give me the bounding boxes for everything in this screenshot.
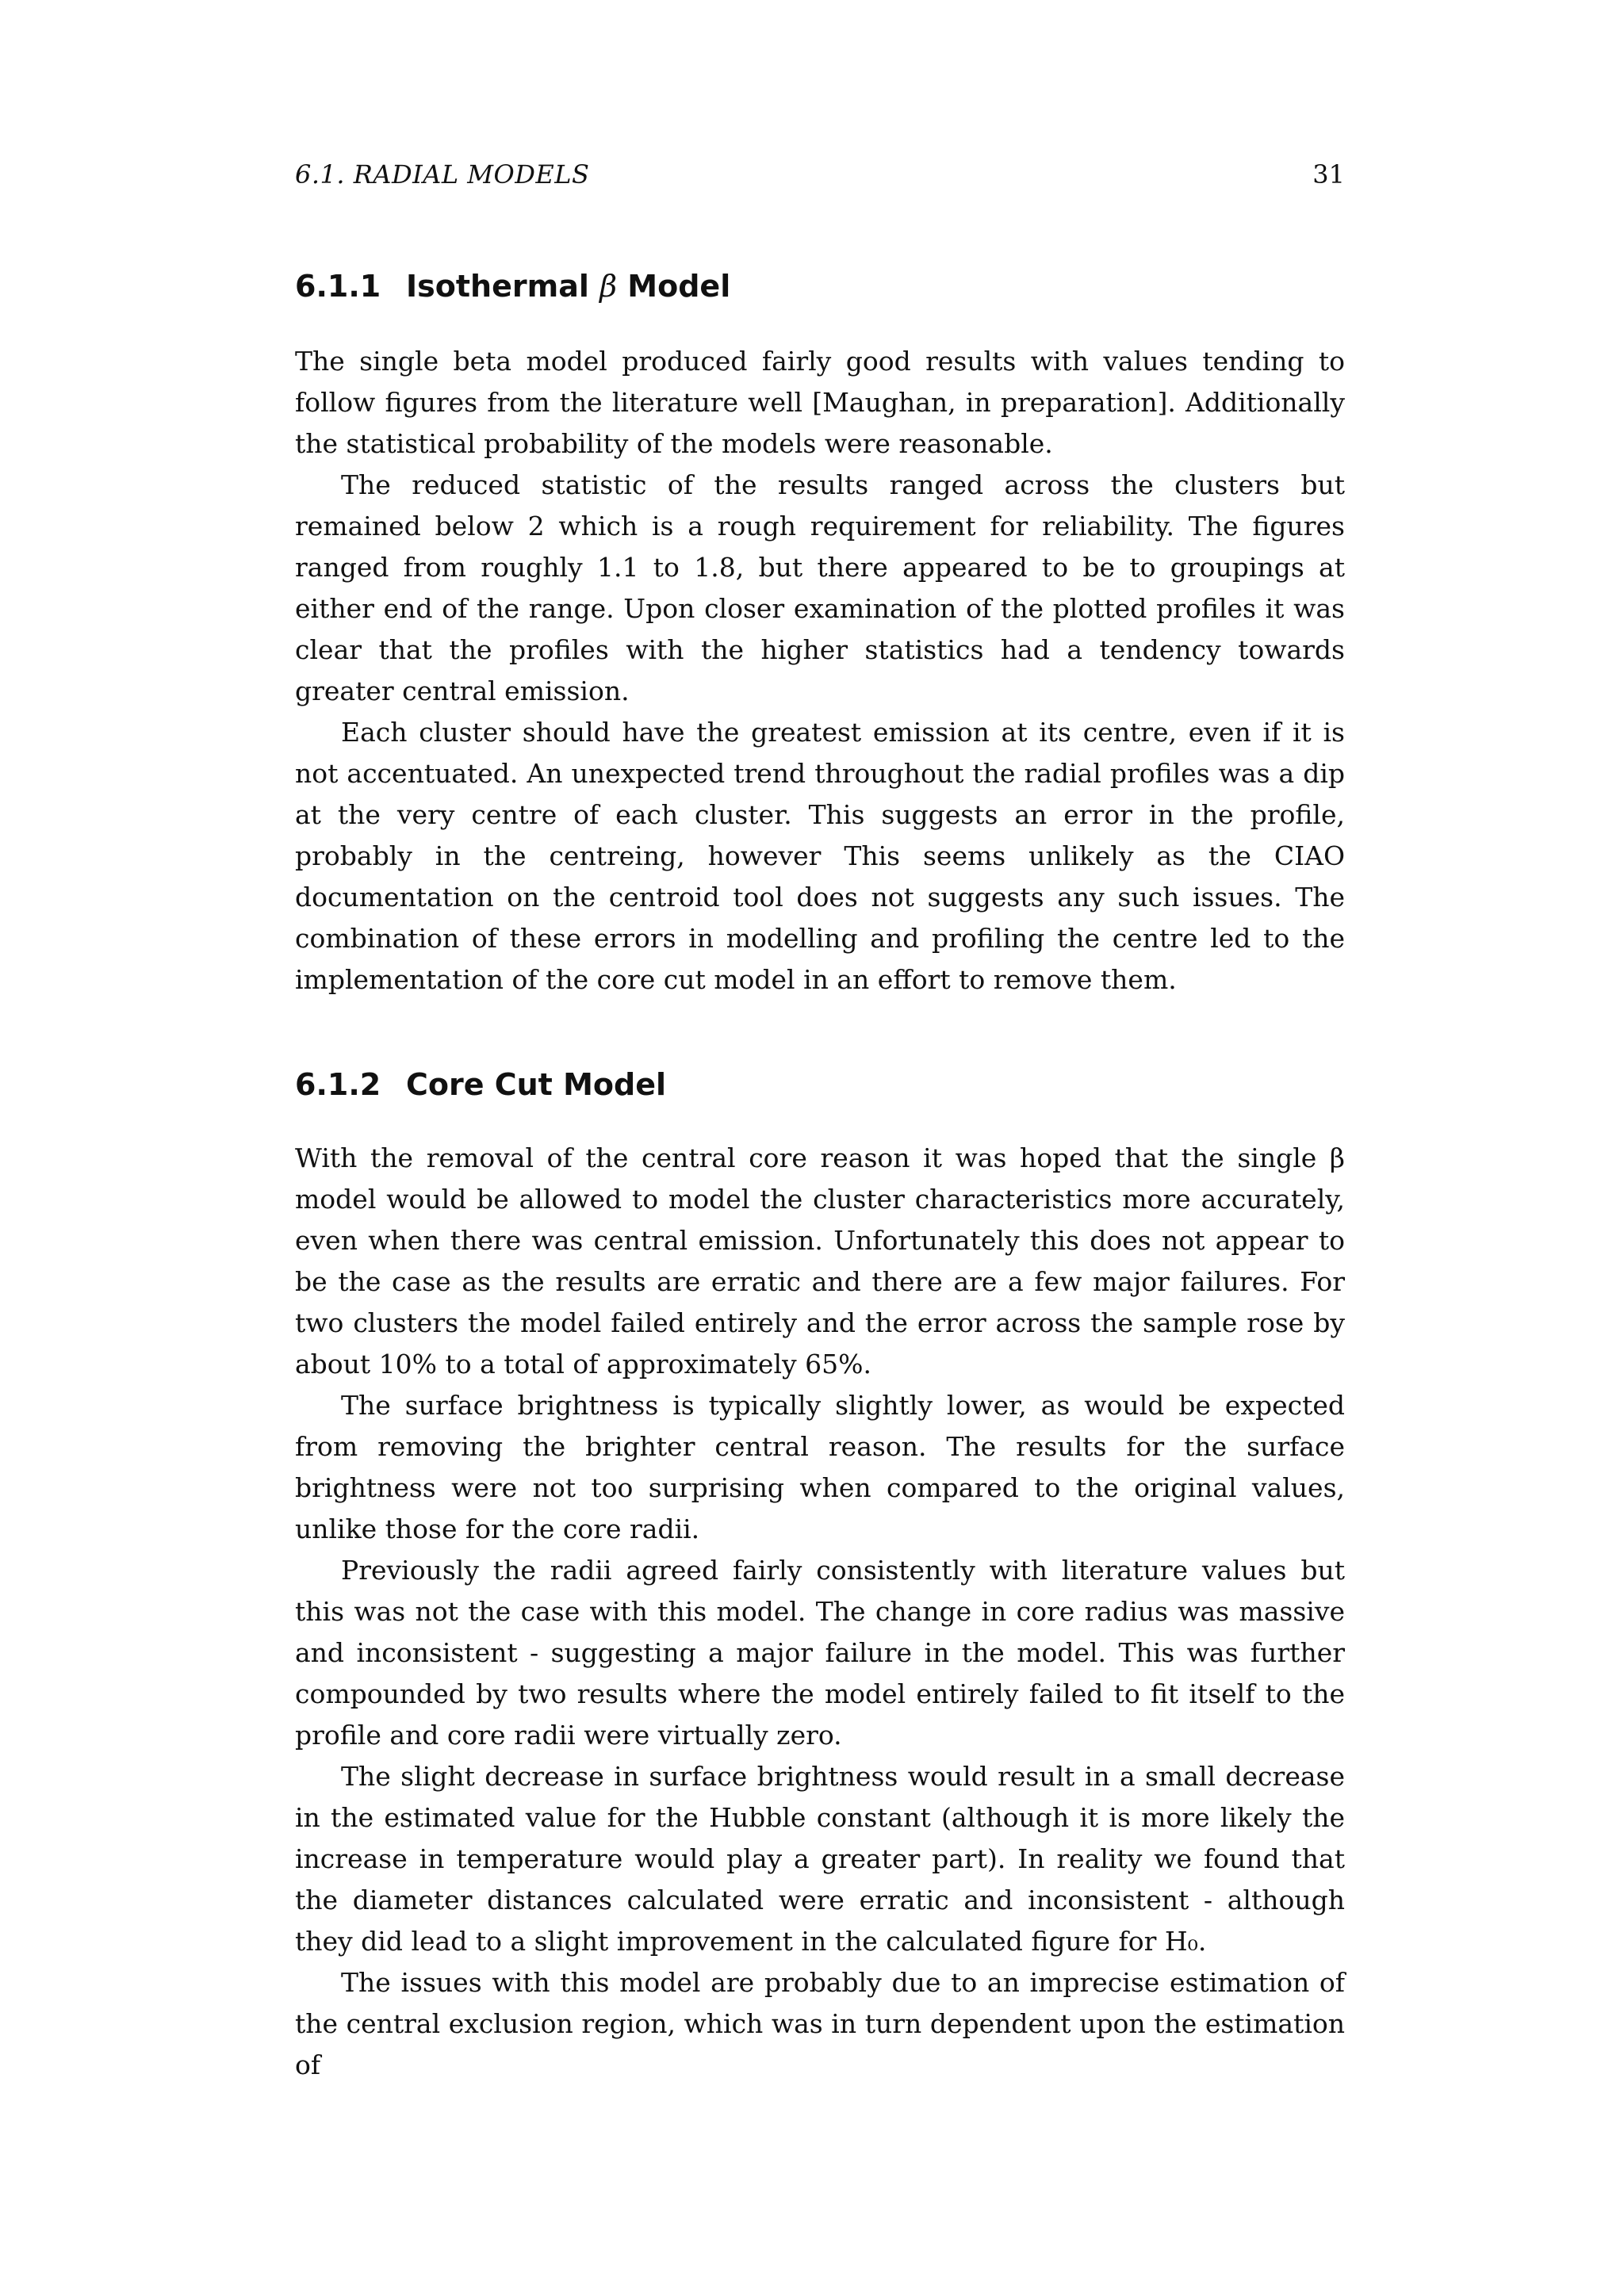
section-title: Core Cut Model bbox=[406, 1067, 666, 1102]
body-paragraph: The single beta model produced fairly good results with values tending to follow figures from the literature well [Maughan, in preparation]. Additionally the statistical probability of the models were reasonable. bbox=[295, 346, 1345, 459]
section-title-start: Isothermal bbox=[406, 269, 589, 304]
body-paragraph: Each cluster should have the greatest emission at its centre, even if it is not accentuated. An unexpected trend throughout the radial profiles was a dip at the very centre of each cluster. This suggests an error in the profile, probably in the centreing, however This seems unlikely as the CIAO documentation on the centroid tool does not suggests any such issues. The combination of these errors in modelling and profiling the centre led to the implementation of the core cut model in an effort to remove them. bbox=[295, 717, 1345, 995]
beta-symbol: β bbox=[599, 269, 618, 304]
body-paragraph: The surface brightness is typically slightly lower, as would be expected from removing the brighter central reason. The results for the surface brightness were not too surprising when compared to the original values, unlike those for the core radii. bbox=[295, 1390, 1345, 1544]
section-heading-isothermal-beta-model bbox=[295, 266, 1345, 306]
section-title-end: Model bbox=[627, 269, 731, 304]
body-paragraph: Previously the radii agreed fairly consistently with literature values but this was not the case with this model. The change in core radius was massive and inconsistent - suggesting a major failure in the model. This was further compounded by two results where the model entirely failed to fit itself to the profile and core radii were virtually zero. bbox=[295, 1555, 1345, 1751]
running-header bbox=[295, 154, 1345, 195]
section-isothermal-beta-model bbox=[295, 266, 1345, 1001]
body-paragraph: The issues with this model are probably due to an imprecise estimation of the central exclusion region, which was in turn dependent upon the estimation of bbox=[295, 1967, 1345, 2080]
body-paragraph: The slight decrease in surface brightness would result in a small decrease in the estimated value for the Hubble constant (although it is more likely the increase in temperature would play a greater part). In reality we found that the diameter distances calculated were erratic and inconsistent - although they did lead to a slight improvement in the calculated figure for H₀. bbox=[295, 1761, 1345, 1957]
running-title: 6.1. RADIAL MODELS bbox=[295, 159, 590, 189]
section-core-cut-model bbox=[295, 1065, 1345, 2086]
section-body bbox=[295, 1138, 1345, 2086]
section-body bbox=[295, 341, 1345, 1001]
section-heading-core-cut-model bbox=[295, 1065, 1345, 1104]
body-paragraph: With the removal of the central core reason it was hoped that the single β model would be allowed to model the cluster characteristics more accurately, even when there was central emission. Unfortunately this does not appear to be the case as the results are erratic and there are a few major failures. For two clusters the model failed entirely and the error across the sample rose by about 10% to a total of approximately 65%. bbox=[295, 1142, 1345, 1380]
section-number: 6.1.2 bbox=[295, 1067, 381, 1102]
page-number: 31 bbox=[1312, 159, 1345, 189]
section-number: 6.1.1 bbox=[295, 269, 381, 304]
body-paragraph: The reduced statistic of the results ranged across the clusters but remained below 2 which is a rough requirement for reliability. The figures ranged from roughly 1.1 to 1.8, but there appeared to be to groupings at either end of the range. Upon closer examination of the plotted profiles it was clear that the profiles with the higher statistics had a tendency towards greater central emission. bbox=[295, 469, 1345, 706]
page-content bbox=[295, 266, 1345, 2086]
